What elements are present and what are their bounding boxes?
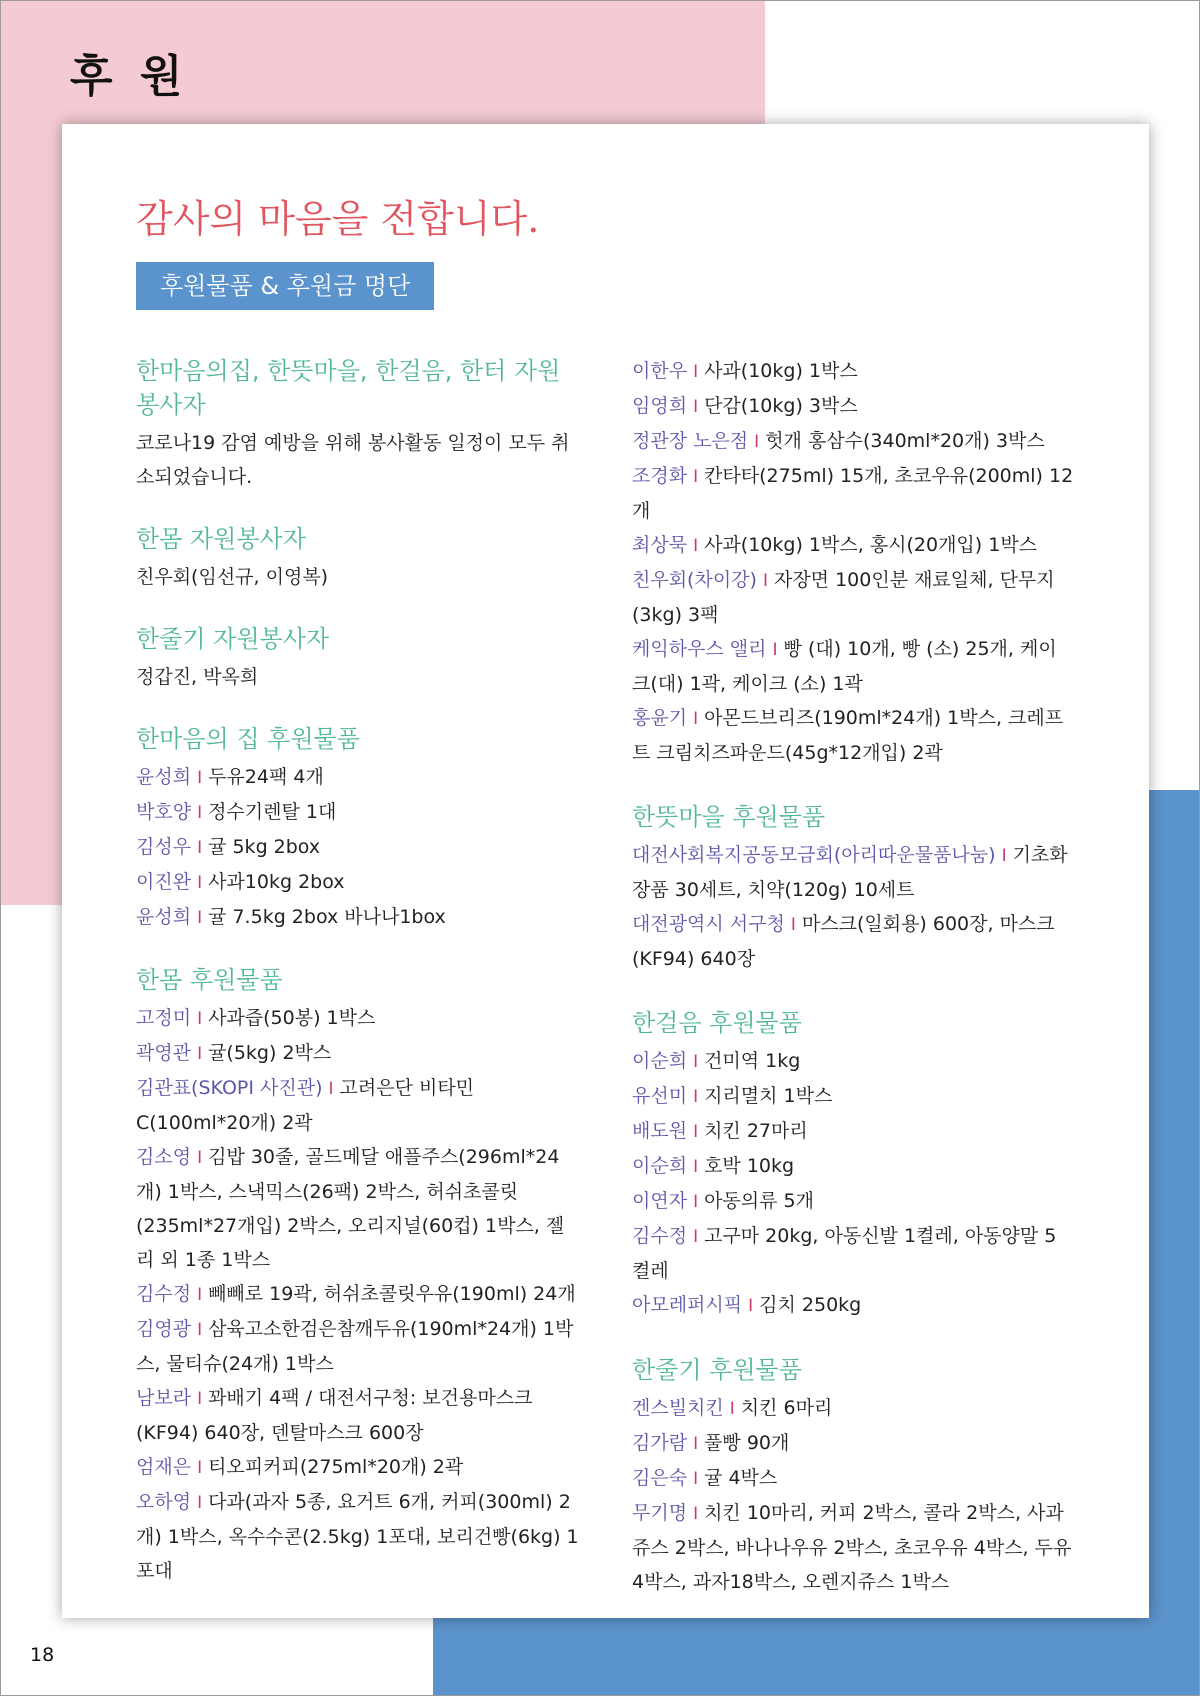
donor-entry: [136, 1001, 581, 1036]
donor-entry: [136, 900, 581, 935]
donor-group: [136, 522, 581, 594]
separator-mark: I: [693, 1052, 699, 1072]
donor-name: 최상묵: [632, 534, 688, 556]
donor-name: 유선미: [632, 1085, 688, 1107]
donor-name: 박호양: [136, 801, 192, 823]
donated-items: 기초화장품 30세트, 치약(120g) 10세트: [632, 844, 1068, 901]
separator-mark: I: [693, 1434, 699, 1454]
donated-items: 풀빵 90개: [704, 1432, 790, 1454]
donor-name: 김소영: [136, 1146, 192, 1168]
separator-mark: I: [197, 768, 203, 788]
separator-mark: I: [197, 838, 203, 858]
donated-items: 아동의류 5개: [704, 1190, 814, 1212]
donor-name: 조경화: [632, 465, 688, 487]
donor-name: 오하영: [136, 1491, 192, 1513]
donor-group: [632, 800, 1074, 976]
donated-items: 사과(10kg) 1박스: [704, 360, 858, 382]
donor-entry: [632, 632, 1074, 701]
group-title: 한몸 자원봉사자: [136, 525, 306, 553]
donor-entry: [632, 1079, 1074, 1114]
donated-items: 사과즙(50봉) 1박스: [208, 1007, 376, 1029]
donated-items: 빵 (대) 10개, 빵 (소) 25개, 케이크(대) 1곽, 케이크 (소) 1곽: [632, 638, 1057, 695]
donor-name: 김수정: [136, 1283, 192, 1305]
donor-entry: [632, 459, 1074, 528]
left-column: [136, 354, 581, 1616]
separator-mark: I: [197, 1320, 203, 1340]
donor-list-label: 후원물품 & 후원금 명단: [136, 262, 434, 310]
separator-mark: I: [1001, 846, 1007, 866]
right-column: [632, 354, 1074, 1629]
donor-name: 대전사회복지공동모금회(아리따운물품나눔): [632, 844, 996, 866]
donated-items: 김치 250kg: [759, 1294, 862, 1316]
donated-items: 김밥 30줄, 골드메달 애플주스(296ml*24개) 1박스, 스낵믹스(26팩) 2박스, 허쉬초콜릿(235ml*27개입) 2박스, 오리지널(60컵) 1박스, 젤리 외 1종 1박스: [136, 1146, 565, 1271]
donated-items: 사과10kg 2box: [208, 871, 345, 893]
separator-mark: I: [772, 640, 778, 660]
donor-group: [136, 963, 581, 1588]
donor-name: 김관표(SKOPI 사진관): [136, 1077, 323, 1099]
donated-items: 호박 10kg: [704, 1155, 795, 1177]
separator-mark: I: [328, 1079, 334, 1099]
donor-name: 이한우: [632, 360, 688, 382]
group-body: 친우회(임선규, 이영복): [136, 566, 329, 588]
donor-name: 김영광: [136, 1318, 192, 1340]
donor-name: 배도원: [632, 1120, 688, 1142]
group-title: 한줄기 자원봉사자: [136, 625, 330, 653]
separator-mark: I: [693, 1504, 699, 1524]
section-title: 후 원: [70, 51, 189, 102]
separator-mark: I: [197, 1009, 203, 1029]
donated-items: 치킨 27마리: [704, 1120, 808, 1142]
donated-items: 귤 5kg 2box: [208, 836, 321, 858]
donated-items: 헛개 홍삼수(340ml*20개) 3박스: [765, 430, 1045, 452]
separator-mark: I: [197, 1389, 203, 1409]
donor-name: 임영희: [632, 395, 688, 417]
donor-name: 김수정: [632, 1225, 688, 1247]
donor-entry: [136, 865, 581, 900]
donor-group: [632, 1353, 1074, 1599]
group-title: 한뜻마을 후원물품: [632, 803, 826, 831]
donated-items: 자장면 100인분 재료일체, 단무지(3kg) 3팩: [632, 569, 1055, 626]
donor-entry: [632, 1149, 1074, 1184]
separator-mark: I: [197, 873, 203, 893]
donor-name: 이연자: [632, 1190, 688, 1212]
separator-mark: I: [197, 1044, 203, 1064]
donated-items: 다과(과자 5종, 요거트 6개, 커피(300ml) 2개) 1박스, 옥수수콘(2.5kg) 1포대, 보리건빵(6kg) 1포대: [136, 1491, 579, 1582]
donor-name: 이진완: [136, 871, 192, 893]
donated-items: 칸타타(275ml) 15개, 초코우유(200ml) 12개: [632, 465, 1074, 522]
donor-group: [632, 1006, 1074, 1323]
donor-entry: [136, 1381, 581, 1450]
donor-name: 무기명: [632, 1502, 688, 1524]
separator-mark: I: [693, 1122, 699, 1142]
donor-name: 엄재은: [136, 1456, 192, 1478]
donor-name: 친우회(차이강): [632, 569, 757, 591]
group-body: 정갑진, 박옥희: [136, 666, 259, 688]
donated-items: 귤 4박스: [704, 1467, 778, 1489]
separator-mark: I: [197, 1285, 203, 1305]
donor-name: 김성우: [136, 836, 192, 858]
donor-entry: [632, 1496, 1074, 1599]
donated-items: 티오피커피(275ml*20개) 2곽: [208, 1456, 464, 1478]
donor-entry: [632, 1461, 1074, 1496]
donor-entry: [136, 1036, 581, 1071]
donated-items: 지리멸치 1박스: [704, 1085, 833, 1107]
donor-entry: [632, 424, 1074, 459]
donated-items: 고구마 20kg, 아동신발 1켤레, 아동양말 5켤레: [632, 1225, 1057, 1282]
donated-items: 귤(5kg) 2박스: [208, 1042, 332, 1064]
donor-entry: [136, 830, 581, 865]
donated-items: 고려은단 비타민C(100ml*20개) 2곽: [136, 1077, 475, 1134]
separator-mark: I: [693, 536, 699, 556]
separator-mark: I: [693, 397, 699, 417]
donor-name: 겐스빌치킨: [632, 1397, 724, 1419]
donor-entry: [136, 795, 581, 830]
donor-entry: [632, 1184, 1074, 1219]
donated-items: 삼육고소한검은참깨두유(190ml*24개) 1박스, 물티슈(24개) 1박스: [136, 1318, 574, 1375]
headline: 감사의 마음을 전합니다.: [136, 197, 540, 241]
donor-group: [136, 354, 581, 494]
donor-entry: [632, 389, 1074, 424]
donated-items: 빼빼로 19곽, 허쉬초콜릿우유(190ml) 24개: [208, 1283, 576, 1305]
donated-items: 치킨 10마리, 커피 2박스, 콜라 2박스, 사과쥬스 2박스, 바나나우유 2박스, 초코우유 4박스, 두유4박스, 과자18박스, 오렌지쥬스 1박스: [632, 1502, 1072, 1593]
donor-name: 이순희: [632, 1050, 688, 1072]
donor-name: 아모레퍼시픽: [632, 1294, 743, 1316]
donated-items: 단감(10kg) 3박스: [704, 395, 858, 417]
group-body: 코로나19 감염 예방을 위해 봉사활동 일정이 모두 취소되었습니다.: [136, 432, 570, 488]
donor-name: 남보라: [136, 1387, 192, 1409]
donor-entry: [632, 1044, 1074, 1079]
donor-name: 케익하우스 앨리: [632, 638, 767, 660]
donor-entry: [632, 838, 1074, 907]
donated-items: 마스크(일회용) 600장, 마스크(KF94) 640장: [632, 913, 1055, 970]
donor-entry: [632, 1288, 1074, 1323]
separator-mark: I: [693, 362, 699, 382]
donor-entry: [632, 907, 1074, 976]
donor-entry: [632, 1391, 1074, 1426]
donor-name: 홍윤기: [632, 707, 688, 729]
donor-entry: [136, 760, 581, 795]
donor-group: [136, 722, 581, 935]
separator-mark: I: [790, 915, 796, 935]
separator-mark: I: [197, 1493, 203, 1513]
donor-name: 정관장 노은점: [632, 430, 749, 452]
separator-mark: I: [762, 571, 768, 591]
separator-mark: I: [748, 1296, 754, 1316]
donor-card: [62, 124, 1149, 1618]
group-title: 한줄기 후원물품: [632, 1356, 802, 1384]
donated-items: 정수기렌탈 1대: [208, 801, 337, 823]
donated-items: 귤 7.5kg 2box 바나나1box: [208, 906, 446, 928]
separator-mark: I: [693, 1087, 699, 1107]
donor-entry: [136, 1312, 581, 1381]
donor-entry: [632, 701, 1074, 770]
donor-entry: [632, 1219, 1074, 1288]
donor-entry: [632, 1114, 1074, 1149]
separator-mark: I: [197, 1458, 203, 1478]
separator-mark: I: [693, 709, 699, 729]
separator-mark: I: [754, 432, 760, 452]
separator-mark: I: [197, 803, 203, 823]
donor-group: [136, 622, 581, 694]
separator-mark: I: [693, 1157, 699, 1177]
donor-entry: [136, 1485, 581, 1588]
donated-items: 사과(10kg) 1박스, 홍시(20개입) 1박스: [704, 534, 1038, 556]
donor-entry: [632, 354, 1074, 389]
donor-entry: [136, 1450, 581, 1485]
donor-entry: [632, 563, 1074, 632]
donor-entry: [632, 528, 1074, 563]
donated-items: 치킨 6마리: [740, 1397, 833, 1419]
donated-items: 아몬드브리즈(190ml*24개) 1박스, 크레프트 크림치즈파운드(45g*12개입) 2곽: [632, 707, 1064, 764]
donor-name: 대전광역시 서구청: [632, 913, 785, 935]
separator-mark: I: [729, 1399, 735, 1419]
donor-name: 윤성희: [136, 766, 192, 788]
donor-entry: [632, 1426, 1074, 1461]
donor-name: 이순희: [632, 1155, 688, 1177]
donated-items: 두유24팩 4개: [208, 766, 324, 788]
separator-mark: I: [693, 1469, 699, 1489]
donor-name: 김은숙: [632, 1467, 688, 1489]
separator-mark: I: [693, 1192, 699, 1212]
donor-entry: [136, 1277, 581, 1312]
donor-entry: [136, 1140, 581, 1277]
donor-name: 윤성희: [136, 906, 192, 928]
group-title: 한마음의집, 한뜻마을, 한걸음, 한터 자원봉사자: [136, 357, 561, 419]
donated-items: 꽈배기 4팩 / 대전서구청: 보건용마스크(KF94) 640장, 덴탈마스크 600장: [136, 1387, 533, 1444]
donor-name: 고정미: [136, 1007, 192, 1029]
donor-entry: [136, 1071, 581, 1140]
donor-group: [632, 354, 1074, 770]
group-title: 한몸 후원물품: [136, 966, 283, 994]
group-title: 한마음의 집 후원물품: [136, 725, 360, 753]
group-title: 한걸음 후원물품: [632, 1009, 802, 1037]
donor-name: 김가람: [632, 1432, 688, 1454]
donated-items: 건미역 1kg: [704, 1050, 801, 1072]
separator-mark: I: [693, 1227, 699, 1247]
separator-mark: I: [693, 467, 699, 487]
separator-mark: I: [197, 908, 203, 928]
donor-name: 곽영관: [136, 1042, 192, 1064]
page-number: 18: [30, 1644, 55, 1666]
separator-mark: I: [197, 1148, 203, 1168]
